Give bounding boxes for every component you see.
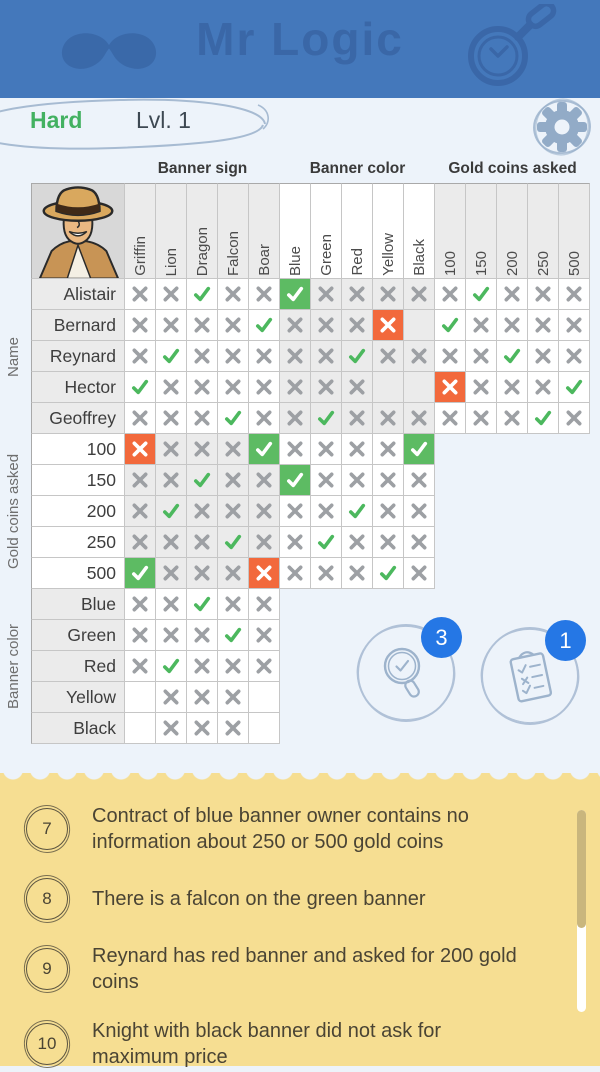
grid-cell-alistair-250[interactable]	[528, 279, 559, 310]
grid-cell-geoffrey-falcon[interactable]	[218, 403, 249, 434]
scrollbar-thumb[interactable]	[577, 810, 586, 928]
grid-cell-geoffrey-griffin[interactable]	[125, 403, 156, 434]
grid-cell-reynard-dragon[interactable]	[187, 341, 218, 372]
grid-cell-geoffrey-blue[interactable]	[280, 403, 311, 434]
row-label-black: Black	[31, 713, 125, 744]
grid-cell-green-falcon[interactable]	[218, 620, 249, 651]
magnifier-clock-logo-icon	[452, 4, 557, 96]
grid-cell-geoffrey-250[interactable]	[528, 403, 559, 434]
row-label-500: 500	[31, 558, 125, 589]
grid-cell-100-green[interactable]	[311, 434, 342, 465]
grid-cell-hector-500[interactable]	[559, 372, 590, 403]
grid-cell-bernard-red[interactable]	[342, 310, 373, 341]
grid-cell-100-boar[interactable]	[249, 434, 280, 465]
grid-cell-geoffrey-yellow[interactable]	[373, 403, 404, 434]
grid-cell-150-lion[interactable]	[156, 465, 187, 496]
grid-cell-100-falcon[interactable]	[218, 434, 249, 465]
grid-cell-hector-griffin[interactable]	[125, 372, 156, 403]
clue-number: 10	[26, 1023, 68, 1065]
grid-cell-reynard-100[interactable]	[435, 341, 466, 372]
grid-cell-500-black[interactable]	[404, 558, 435, 589]
grid-cell-250-lion[interactable]	[156, 527, 187, 558]
grid-cell-black-falcon[interactable]	[218, 713, 249, 744]
grid-cell-reynard-boar[interactable]	[249, 341, 280, 372]
clue-number: 8	[26, 878, 68, 920]
grid-cell-150-red[interactable]	[342, 465, 373, 496]
grid-cell-150-blue[interactable]	[280, 465, 311, 496]
grid-cell-green-boar[interactable]	[249, 620, 280, 651]
grid-cell-500-yellow[interactable]	[373, 558, 404, 589]
hints-button[interactable]	[357, 624, 455, 722]
clue-text: Contract of blue banner owner contains no information about 250 or 500 gold coins	[92, 805, 469, 853]
grid-cell-500-boar[interactable]	[249, 558, 280, 589]
grid-cell-yellow-boar[interactable]	[249, 682, 280, 713]
grid-cell-150-falcon[interactable]	[218, 465, 249, 496]
grid-cell-200-blue[interactable]	[280, 496, 311, 527]
row-label-alistair: Alistair	[31, 279, 125, 310]
grid-cell-hector-falcon[interactable]	[218, 372, 249, 403]
grid-cell-blue-falcon[interactable]	[218, 589, 249, 620]
difficulty-label: Hard	[30, 107, 83, 133]
rowgroup-gold-coins: Gold coins asked	[5, 453, 22, 570]
grid-cell-black-boar[interactable]	[249, 713, 280, 744]
grid-cell-500-green[interactable]	[311, 558, 342, 589]
clue-number: 7	[26, 808, 68, 850]
grid-cell-bernard-boar[interactable]	[249, 310, 280, 341]
grid-cell-red-dragon[interactable]	[187, 651, 218, 682]
rowgroup-name: Name	[5, 336, 22, 377]
grid-cell-250-green[interactable]	[311, 527, 342, 558]
grid-cell-bernard-500[interactable]	[559, 310, 590, 341]
column-header-yellow: Yellow	[373, 183, 404, 279]
grid-cell-alistair-lion[interactable]	[156, 279, 187, 310]
column-header-boar: Boar	[249, 183, 280, 279]
grid-cell-red-boar[interactable]	[249, 651, 280, 682]
grid-cell-hector-boar[interactable]	[249, 372, 280, 403]
colgroup-gold-coins: Gold coins asked	[448, 160, 577, 177]
grid-cell-alistair-100[interactable]	[435, 279, 466, 310]
grid-cell-alistair-griffin[interactable]	[125, 279, 156, 310]
grid-cell-bernard-150[interactable]	[466, 310, 497, 341]
grid-cell-150-boar[interactable]	[249, 465, 280, 496]
grid-cell-500-blue[interactable]	[280, 558, 311, 589]
grid-cell-250-black[interactable]	[404, 527, 435, 558]
column-header-500: 500	[559, 183, 590, 279]
grid-cell-bernard-falcon[interactable]	[218, 310, 249, 341]
column-header-dragon: Dragon	[187, 183, 218, 279]
clues-scrollbar[interactable]	[577, 810, 586, 1012]
grid-cell-alistair-black[interactable]	[404, 279, 435, 310]
grid-cell-yellow-falcon[interactable]	[218, 682, 249, 713]
grid-cell-reynard-200[interactable]	[497, 341, 528, 372]
row-label-geoffrey: Geoffrey	[31, 403, 125, 434]
grid-cell-150-dragon[interactable]	[187, 465, 218, 496]
grid-cell-red-falcon[interactable]	[218, 651, 249, 682]
grid-cell-hector-250[interactable]	[528, 372, 559, 403]
grid-cell-red-griffin[interactable]	[125, 651, 156, 682]
grid-cell-reynard-green[interactable]	[311, 341, 342, 372]
grid-cell-500-falcon[interactable]	[218, 558, 249, 589]
hints-badge: 3	[421, 617, 462, 658]
grid-cell-reynard-griffin[interactable]	[125, 341, 156, 372]
grid-cell-200-red[interactable]	[342, 496, 373, 527]
grid-cell-100-yellow[interactable]	[373, 434, 404, 465]
clue-text: Knight with black banner did not ask for maximum price	[92, 1020, 442, 1068]
column-header-100: 100	[435, 183, 466, 279]
grid-cell-hector-black[interactable]	[404, 372, 435, 403]
clue-item-8	[26, 878, 550, 920]
settings-gear-button[interactable]	[526, 90, 598, 162]
level-label: Lvl. 1	[136, 107, 191, 133]
column-header-blue: Blue	[280, 183, 311, 279]
grid-cell-reynard-falcon[interactable]	[218, 341, 249, 372]
grid-cell-reynard-black[interactable]	[404, 341, 435, 372]
row-label-red: Red	[31, 651, 125, 682]
detective-avatar	[32, 184, 124, 279]
grid-cell-black-griffin[interactable]	[125, 713, 156, 744]
row-label-hector: Hector	[31, 372, 125, 403]
grid-cell-bernard-griffin[interactable]	[125, 310, 156, 341]
grid-cell-500-lion[interactable]	[156, 558, 187, 589]
grid-cell-100-red[interactable]	[342, 434, 373, 465]
app-header	[0, 0, 600, 98]
grid-cell-bernard-250[interactable]	[528, 310, 559, 341]
grid-cell-geoffrey-black[interactable]	[404, 403, 435, 434]
grid-cell-geoffrey-green[interactable]	[311, 403, 342, 434]
clue-item-7	[26, 803, 550, 855]
grid-cell-blue-lion[interactable]	[156, 589, 187, 620]
clue-text: There is a falcon on the green banner	[92, 888, 426, 910]
grid-cell-hector-200[interactable]	[497, 372, 528, 403]
grid-cell-hector-150[interactable]	[466, 372, 497, 403]
grid-cell-250-falcon[interactable]	[218, 527, 249, 558]
row-label-blue: Blue	[31, 589, 125, 620]
column-header-lion: Lion	[156, 183, 187, 279]
grid-cell-250-griffin[interactable]	[125, 527, 156, 558]
column-header-150: 150	[466, 183, 497, 279]
row-label-yellow: Yellow	[31, 682, 125, 713]
grid-cell-hector-dragon[interactable]	[187, 372, 218, 403]
grid-cell-alistair-blue[interactable]	[280, 279, 311, 310]
grid-cell-reynard-yellow[interactable]	[373, 341, 404, 372]
notes-badge: 1	[545, 620, 586, 661]
row-label-200: 200	[31, 496, 125, 527]
grid-cell-100-lion[interactable]	[156, 434, 187, 465]
grid-cell-bernard-yellow[interactable]	[373, 310, 404, 341]
grid-cell-blue-boar[interactable]	[249, 589, 280, 620]
grid-cell-green-dragon[interactable]	[187, 620, 218, 651]
grid-cell-alistair-500[interactable]	[559, 279, 590, 310]
grid-cell-green-griffin[interactable]	[125, 620, 156, 651]
grid-cell-hector-100[interactable]	[435, 372, 466, 403]
grid-cell-yellow-dragon[interactable]	[187, 682, 218, 713]
grid-cell-200-falcon[interactable]	[218, 496, 249, 527]
grid-cell-reynard-blue[interactable]	[280, 341, 311, 372]
grid-cell-black-dragon[interactable]	[187, 713, 218, 744]
grid-cell-500-griffin[interactable]	[125, 558, 156, 589]
clue-item-10	[26, 1018, 550, 1070]
grid-cell-250-blue[interactable]	[280, 527, 311, 558]
grid-cell-250-boar[interactable]	[249, 527, 280, 558]
grid-cell-bernard-200[interactable]	[497, 310, 528, 341]
grid-cell-500-dragon[interactable]	[187, 558, 218, 589]
grid-cell-yellow-griffin[interactable]	[125, 682, 156, 713]
colgroup-banner-color: Banner color	[309, 160, 406, 177]
grid-cell-hector-blue[interactable]	[280, 372, 311, 403]
clue-text: Reynard has red banner and asked for 200 gold coins	[92, 945, 517, 993]
clue-number: 9	[26, 948, 68, 990]
grid-cell-geoffrey-500[interactable]	[559, 403, 590, 434]
grid-cell-alistair-green[interactable]	[311, 279, 342, 310]
grid-cell-hector-lion[interactable]	[156, 372, 187, 403]
row-label-250: 250	[31, 527, 125, 558]
row-label-150: 150	[31, 465, 125, 496]
grid-cell-hector-yellow[interactable]	[373, 372, 404, 403]
grid-cell-200-dragon[interactable]	[187, 496, 218, 527]
grid-cell-500-red[interactable]	[342, 558, 373, 589]
grid-cell-bernard-lion[interactable]	[156, 310, 187, 341]
column-header-200: 200	[497, 183, 528, 279]
grid-cell-bernard-green[interactable]	[311, 310, 342, 341]
grid-cell-150-yellow[interactable]	[373, 465, 404, 496]
grid-cell-200-black[interactable]	[404, 496, 435, 527]
grid-cell-alistair-200[interactable]	[497, 279, 528, 310]
row-label-reynard: Reynard	[31, 341, 125, 372]
column-header-250: 250	[528, 183, 559, 279]
grid-cell-100-black[interactable]	[404, 434, 435, 465]
grid-cell-150-black[interactable]	[404, 465, 435, 496]
grid-cell-bernard-dragon[interactable]	[187, 310, 218, 341]
row-label-green: Green	[31, 620, 125, 651]
row-label-100: 100	[31, 434, 125, 465]
grid-cell-150-griffin[interactable]	[125, 465, 156, 496]
grid-cell-alistair-falcon[interactable]	[218, 279, 249, 310]
grid-cell-reynard-150[interactable]	[466, 341, 497, 372]
grid-cell-bernard-blue[interactable]	[280, 310, 311, 341]
column-header-falcon: Falcon	[218, 183, 249, 279]
grid-cell-250-red[interactable]	[342, 527, 373, 558]
grid-cell-blue-dragon[interactable]	[187, 589, 218, 620]
grid-cell-black-lion[interactable]	[156, 713, 187, 744]
grid-cell-bernard-black[interactable]	[404, 310, 435, 341]
grid-cell-reynard-red[interactable]	[342, 341, 373, 372]
grid-cell-bernard-100[interactable]	[435, 310, 466, 341]
clues-list	[0, 773, 600, 1070]
grid-cell-alistair-yellow[interactable]	[373, 279, 404, 310]
grid-cell-150-green[interactable]	[311, 465, 342, 496]
grid-cell-reynard-250[interactable]	[528, 341, 559, 372]
app-title: Mr Logic	[196, 13, 404, 65]
grid-cell-200-yellow[interactable]	[373, 496, 404, 527]
grid-cell-250-dragon[interactable]	[187, 527, 218, 558]
clues-panel	[0, 773, 600, 1066]
grid-cell-geoffrey-150[interactable]	[466, 403, 497, 434]
grid-cell-250-yellow[interactable]	[373, 527, 404, 558]
column-header-red: Red	[342, 183, 373, 279]
grid-cell-100-dragon[interactable]	[187, 434, 218, 465]
grid-cell-geoffrey-red[interactable]	[342, 403, 373, 434]
grid-cell-100-griffin[interactable]	[125, 434, 156, 465]
avatar-cell	[31, 183, 125, 279]
grid-cell-alistair-dragon[interactable]	[187, 279, 218, 310]
grid-cell-200-boar[interactable]	[249, 496, 280, 527]
column-header-griffin: Griffin	[125, 183, 156, 279]
rowgroup-banner-color: Banner color	[5, 623, 22, 710]
grid-cell-200-green[interactable]	[311, 496, 342, 527]
grid-cell-reynard-500[interactable]	[559, 341, 590, 372]
notes-button[interactable]	[481, 627, 579, 725]
column-header-black: Black	[404, 183, 435, 279]
grid-cell-geoffrey-100[interactable]	[435, 403, 466, 434]
clue-item-9	[26, 943, 550, 995]
grid-cell-red-lion[interactable]	[156, 651, 187, 682]
grid-cell-geoffrey-dragon[interactable]	[187, 403, 218, 434]
grid-cell-yellow-lion[interactable]	[156, 682, 187, 713]
grid-cell-green-lion[interactable]	[156, 620, 187, 651]
grid-cell-alistair-boar[interactable]	[249, 279, 280, 310]
grid-cell-geoffrey-lion[interactable]	[156, 403, 187, 434]
grid-cell-hector-green[interactable]	[311, 372, 342, 403]
row-label-bernard: Bernard	[31, 310, 125, 341]
grid-cell-100-blue[interactable]	[280, 434, 311, 465]
grid-cell-alistair-red[interactable]	[342, 279, 373, 310]
grid-cell-200-lion[interactable]	[156, 496, 187, 527]
grid-cell-200-griffin[interactable]	[125, 496, 156, 527]
grid-cell-hector-red[interactable]	[342, 372, 373, 403]
grid-cell-geoffrey-boar[interactable]	[249, 403, 280, 434]
grid-cell-geoffrey-200[interactable]	[497, 403, 528, 434]
column-header-green: Green	[311, 183, 342, 279]
grid-cell-reynard-lion[interactable]	[156, 341, 187, 372]
colgroup-banner-sign: Banner sign	[157, 160, 248, 177]
grid-cell-blue-griffin[interactable]	[125, 589, 156, 620]
grid-cell-alistair-150[interactable]	[466, 279, 497, 310]
